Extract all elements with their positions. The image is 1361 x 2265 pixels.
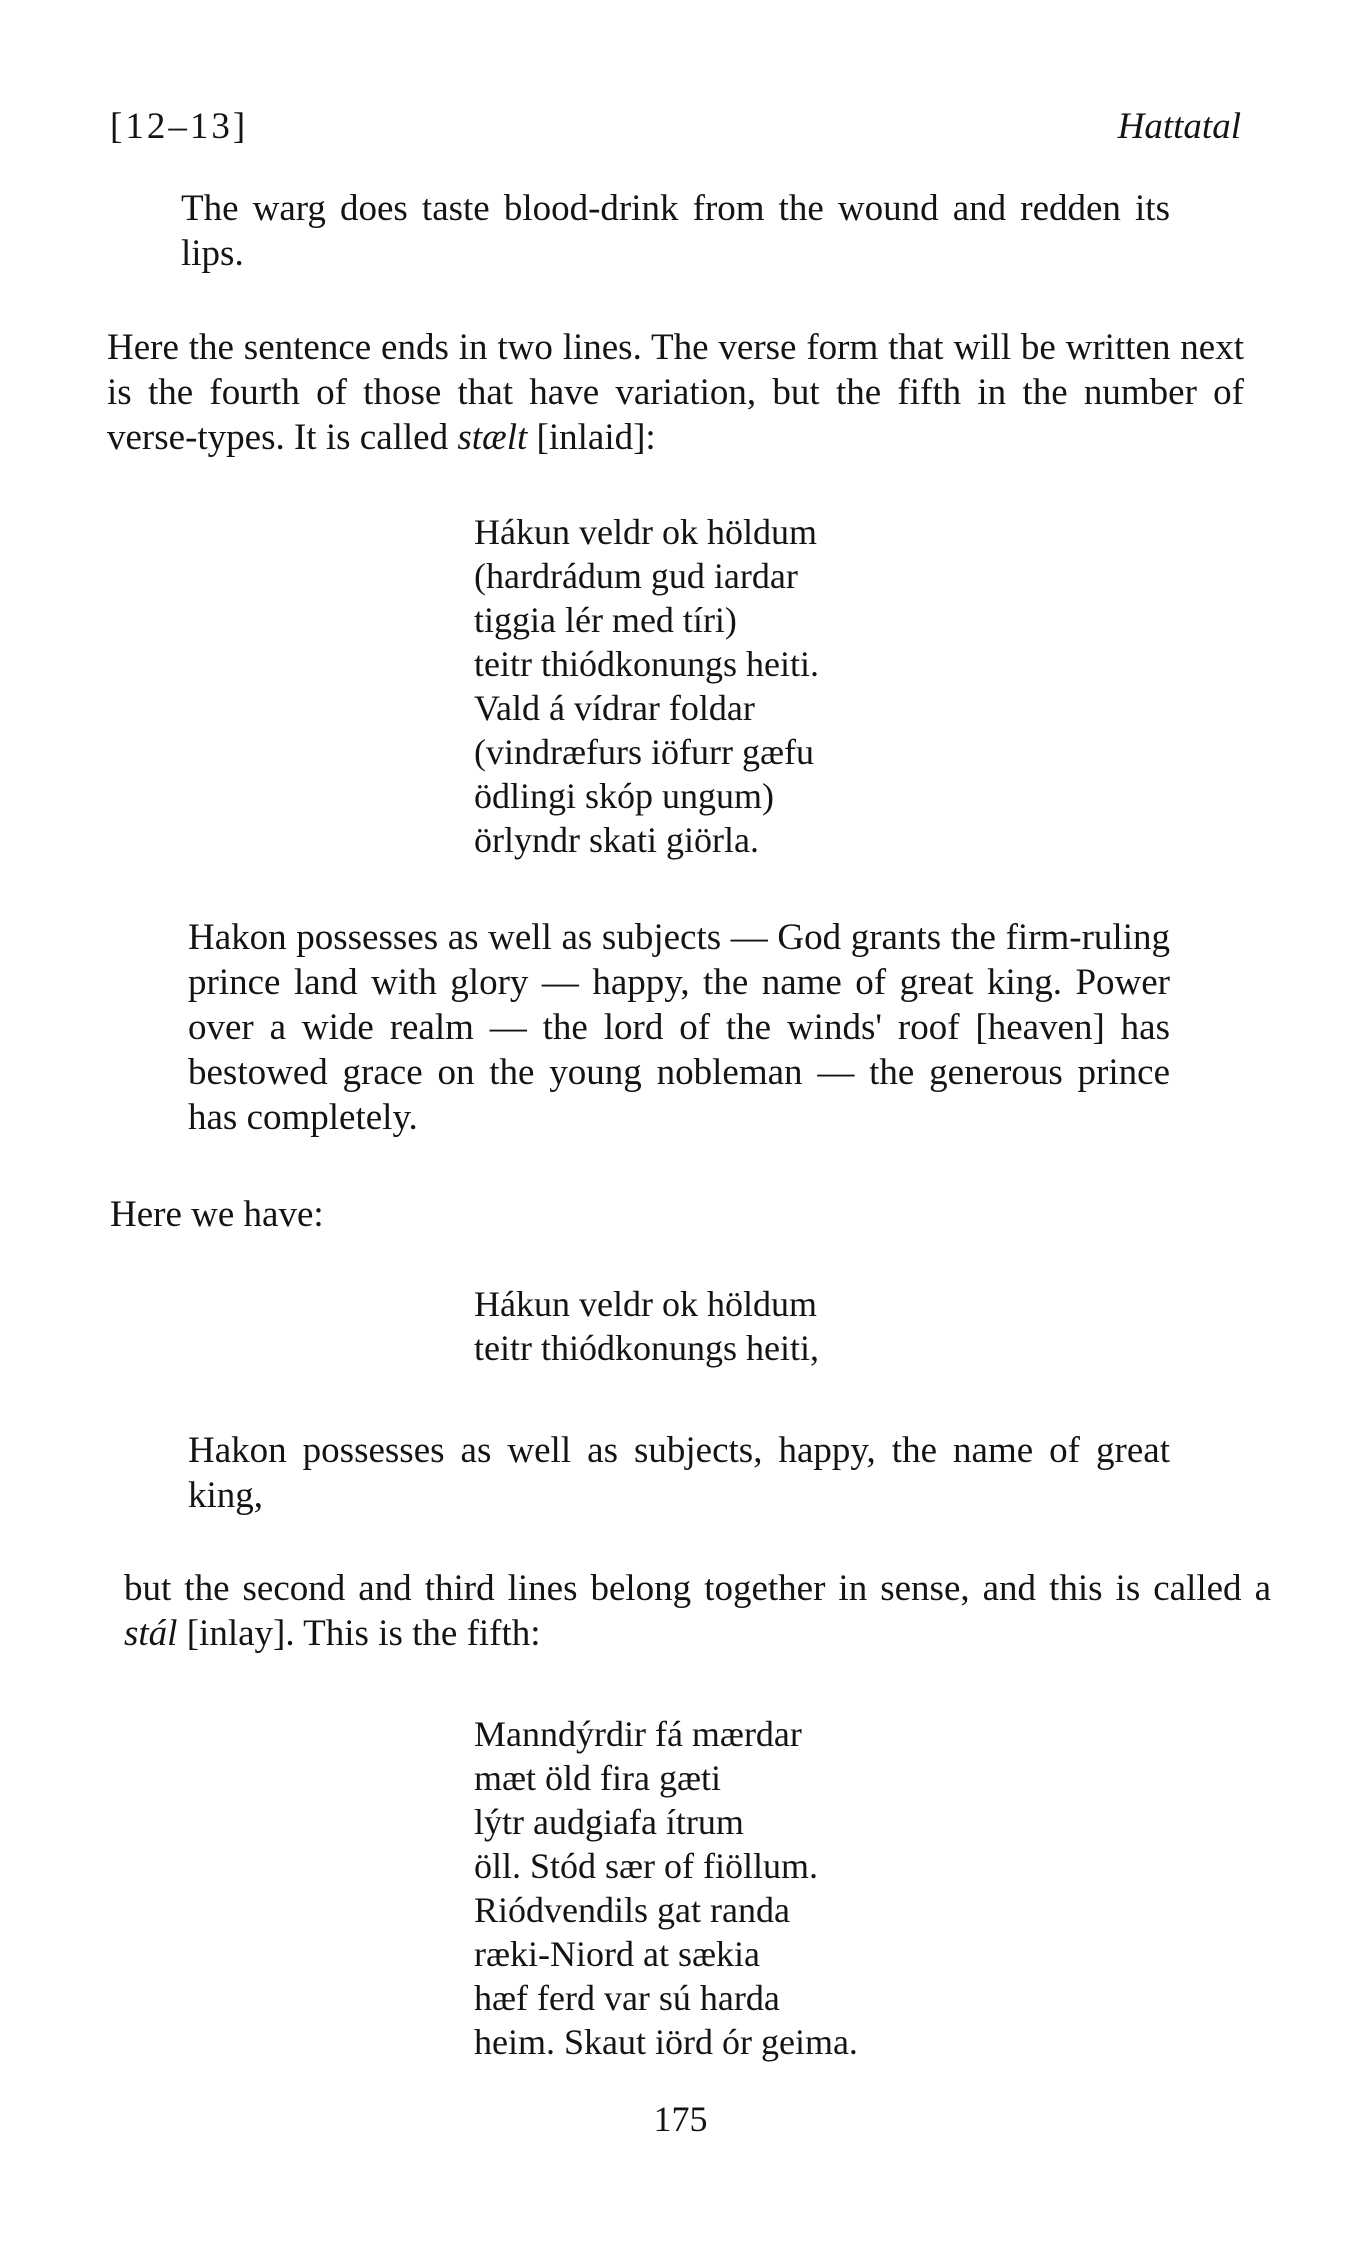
verse-line: lýtr audgiafa ítrum bbox=[474, 1802, 744, 1842]
paragraph-1-text-before: Here the sentence ends in two lines. The verse form that will be written next is the fourth of those that have variation, but the fifth in the number of verse-types. It is called bbox=[107, 327, 1244, 458]
verse-line: örlyndr skati giörla. bbox=[474, 820, 759, 860]
verse-line: Riódvendils gat randa bbox=[474, 1890, 790, 1930]
quote-1: The warg does taste blood-drink from the wound and redden its lips. bbox=[181, 188, 1170, 274]
translation-2: Hakon possesses as well as subjects, happy, the name of great king, bbox=[188, 1430, 1170, 1516]
verse-line: (hardrádum gud iardar bbox=[474, 556, 798, 596]
verse-line: Hákun veldr ok höldum bbox=[474, 1284, 817, 1324]
running-head bbox=[110, 105, 1241, 155]
verse-line: mæt öld fira gæti bbox=[474, 1758, 721, 1798]
page-number: 175 bbox=[653, 2099, 708, 2139]
paragraph-1 bbox=[107, 325, 1244, 460]
verse-line: tiggia lér med tíri) bbox=[474, 600, 737, 640]
verse-line: öll. Stód sær of fiöllum. bbox=[474, 1846, 819, 1886]
verse-line: Manndýrdir fá mærdar bbox=[474, 1714, 802, 1754]
paragraph-2-text-before: but the second and third lines belong together in sense, and this is called a bbox=[124, 1568, 1271, 1609]
paragraph-2 bbox=[124, 1566, 1271, 1656]
verse-line: ræki-Niord at sækia bbox=[474, 1934, 760, 1974]
running-head-stanza-range: [12–13] bbox=[110, 106, 249, 147]
paragraph-1-term: stælt bbox=[457, 417, 528, 458]
verse-1 bbox=[474, 510, 819, 862]
verse-line: Hákun veldr ok höldum bbox=[474, 512, 817, 552]
running-head-title: Hattatal bbox=[1117, 106, 1241, 147]
verse-line: teitr thiódkonungs heiti. bbox=[474, 644, 819, 684]
verse-line: hæf ferd var sú harda bbox=[474, 1978, 780, 2018]
verse-2 bbox=[474, 1282, 819, 1370]
verse-3 bbox=[474, 1712, 858, 2064]
paragraph-2-text-after: [inlay]. This is the fifth: bbox=[177, 1613, 541, 1654]
verse-line: Vald á vídrar foldar bbox=[474, 688, 755, 728]
verse-line: (vindræfurs iöfurr gæfu bbox=[474, 732, 814, 772]
verse-line: teitr thiódkonungs heiti, bbox=[474, 1328, 819, 1368]
here-we-have: Here we have: bbox=[110, 1194, 324, 1235]
translation-1: Hakon possesses as well as subjects — God grants the firm-ruling prince land with glory — happy, the name of great king. Power over a wide realm — the lord of the winds' roof [heaven] has bestowed grace on the young nobleman — the generous prince has completely. bbox=[188, 917, 1170, 1138]
paragraph-1-text-after: [inlaid]: bbox=[527, 417, 656, 458]
verse-line: ödlingi skóp ungum) bbox=[474, 776, 775, 816]
verse-line: heim. Skaut iörd ór geima. bbox=[474, 2022, 858, 2062]
paragraph-2-term: stál bbox=[124, 1613, 178, 1654]
